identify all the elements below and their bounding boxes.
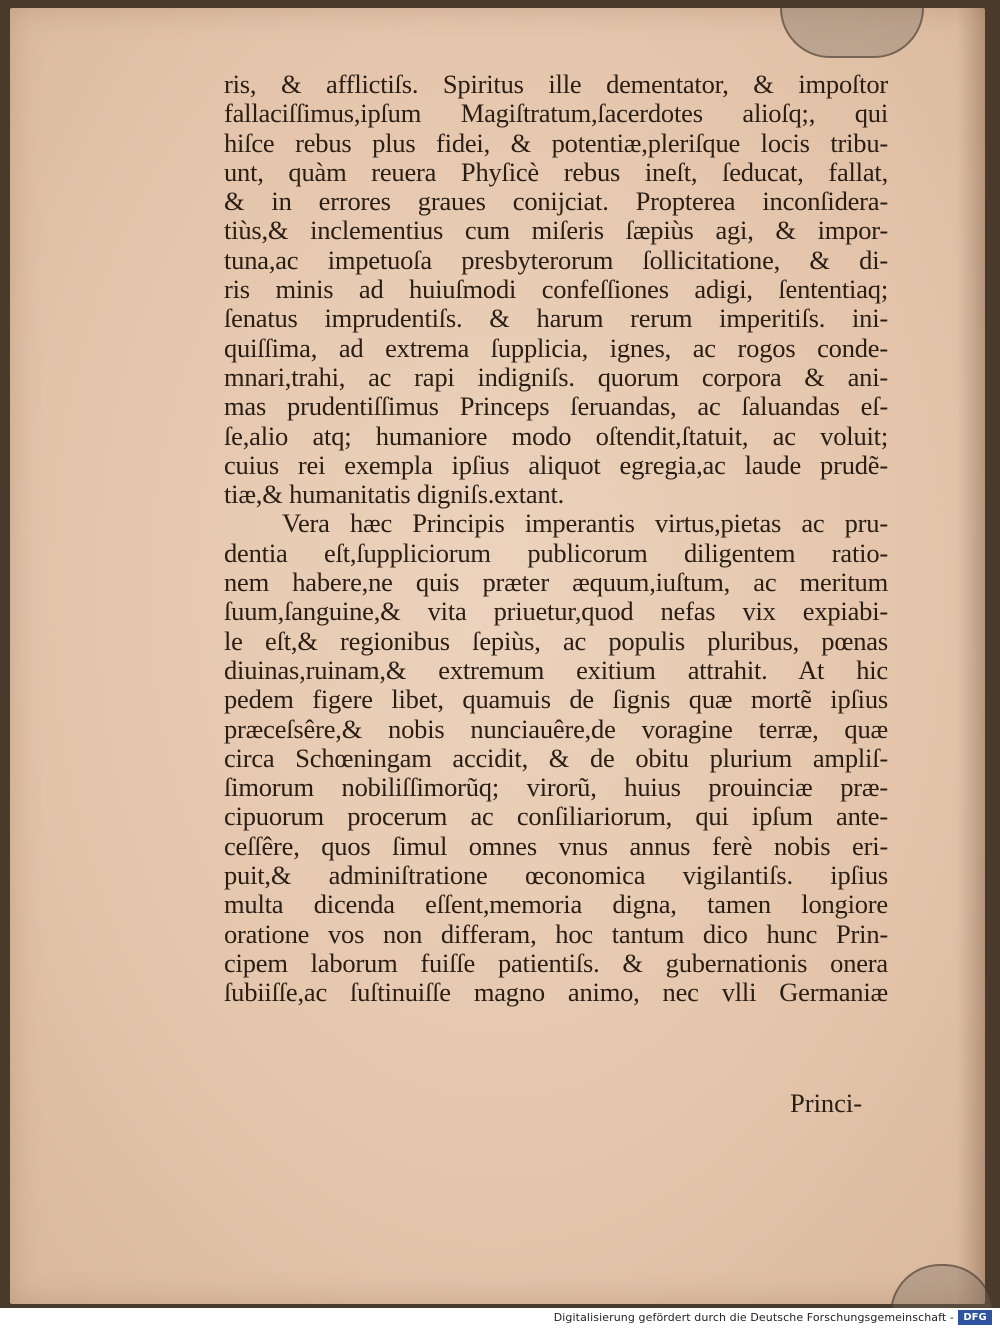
page-clip-top [780, 8, 924, 58]
text-line: unt, quàm reuera Phyſicè rebus ineſt, ſeducat, fallat, [224, 156, 888, 187]
text-line: multa dicenda eſſent,memoria digna, tamen longiore [224, 889, 888, 920]
text-line: ſuum,ſanguine,& vita priuetur,quod nefas vix expiabi- [224, 596, 888, 627]
footer-bar [0, 1308, 1000, 1328]
text-line: diuinas,ruinam,& extremum exitium attrahit. At hic [224, 654, 888, 685]
text-line: hiſce rebus plus fidei, & potentiæ,pleriſque locis tribu- [224, 127, 888, 158]
text-line: tiùs,& inclementius cum miſeris ſæpiùs agi, & impor- [224, 215, 888, 246]
text-line: oratione vos non differam, hoc tantum dico hunc Prin- [224, 918, 888, 949]
text-line: & in errores graues conijciat. Propterea inconſidera- [224, 186, 888, 217]
text-line: ſe,alio atq; humaniore modo oſtendit,ſtatuit, ac voluit; [224, 420, 888, 451]
text-line: dentia eſt,ſuppliciorum publicorum diligentem ratio- [224, 537, 888, 568]
text-line: ris minis ad huiuſmodi confeſſiones adigi, ſententiaq; [224, 274, 888, 305]
text-line: le eſt,& regionibus ſepiùs, ac populis pluribus, pœnas [224, 625, 888, 656]
text-line: ſimorum nobiliſſimorũq; virorũ, huius prouinciæ præ- [224, 772, 888, 803]
text-line: cipem laborum fuiſſe patientiſs. & gubernationis onera [224, 947, 888, 978]
text-line: ceſſêre, quos ſimul omnes vnus annus ferè nobis eri- [224, 830, 888, 861]
text-line: circa Schœningam accidit, & de obitu plurium ampliſ- [224, 742, 888, 773]
text-line: ris, & afflictiſs. Spiritus ille dementator, & impoſtor [224, 69, 888, 99]
paragraph-first-line: Vera hæc Principis imperantis virtus,pietas ac pru- [282, 508, 888, 539]
text-line: tiæ,& humanitatis digniſs.extant. [224, 479, 565, 510]
text-line: mas prudentiſſimus Princeps ſeruandas, ac ſaluandas eſ- [224, 391, 888, 422]
text-line: mnari,trahi, ac rapi indigniſs. quorum corpora & ani- [224, 361, 888, 392]
dfg-logo: DFG [958, 1310, 992, 1325]
text-line: nem habere,ne quis præter æquum,iuſtum, ac meritum [224, 567, 888, 598]
text-line: puit,& adminiſtratione œconomica vigilantiſs. ipſius [224, 860, 888, 891]
text-line: ſubiiſſe,ac ſuſtinuiſſe magno animo, nec vlli Germaniæ [224, 977, 888, 1008]
text-line: fallaciſſimus,ipſum Magiſtratum,ſacerdotes alioſq;, qui [224, 98, 888, 129]
text-line: ſenatus imprudentiſs. & harum rerum imperitiſs. ini- [224, 303, 888, 334]
page-body-text [224, 70, 888, 1008]
text-line: præceſsêre,& nobis nunciauêre,de voragine terræ, quæ [224, 713, 888, 744]
text-line: pedem figere libet, quamuis de ſignis quæ mortẽ ipſius [224, 684, 888, 715]
text-line: tuna,ac impetuoſa presbyterorum ſollicitatione, & di- [224, 244, 888, 275]
text-line: cipuorum procerum ac conſiliariorum, qui ipſum ante- [224, 801, 888, 832]
text-line: cuius rei exempla ipſius aliquot egregia,ac laude prudẽ- [224, 449, 888, 480]
footer-credit: Digitalisierung gefördert durch die Deutsche Forschungsgemeinschaft - [553, 1311, 954, 1324]
text-line: quiſſima, ad extrema ſupplicia, ignes, ac rogos conde- [224, 332, 888, 363]
page-edge-shadow [957, 8, 985, 1304]
catchword: Princi- [790, 1088, 863, 1118]
